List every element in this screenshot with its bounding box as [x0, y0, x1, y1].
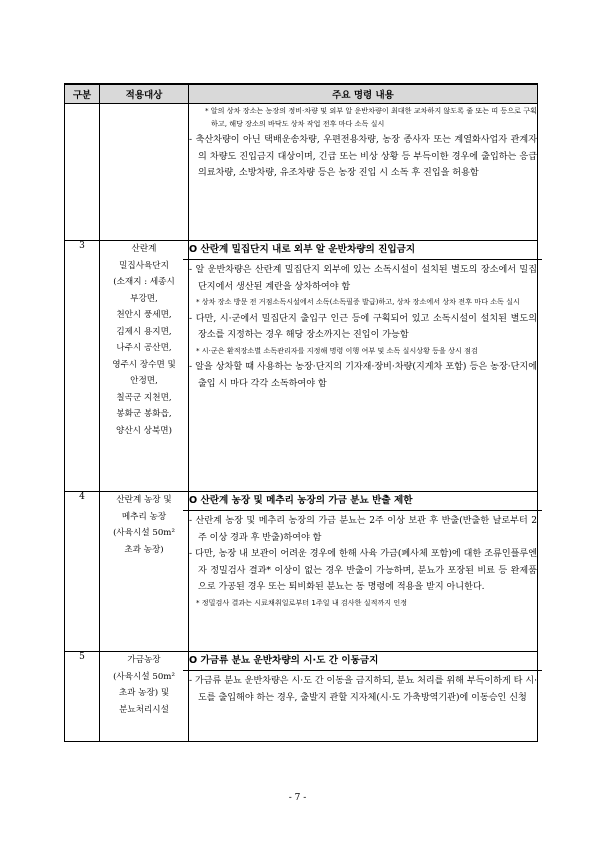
header-target: 적용대상: [100, 84, 189, 104]
bullet-item: - 산란계 농장 및 메추리 농장의 가금 분뇨는 2주 이상 보관 후 반출(반출한 날로부터 2주 이상 경과 후 반출)하여야 함: [189, 516, 537, 543]
target-line: 나주시 공산면,: [116, 343, 172, 353]
row-number-cell: [65, 104, 100, 241]
note-item: * 정밀검사 결과는 시료채취일로부터 1주일 내 검사한 실적까지 인정: [196, 597, 408, 607]
content-cell: [189, 241, 538, 492]
table-row-continued: [65, 104, 538, 241]
target-line: (소재지 : 세종시: [113, 277, 175, 287]
row-number: 3: [65, 241, 100, 492]
bullet-vehicle-ban: - 축산차량이 아닌 택배운송차량, 우편전용차량, 농장 종사자 또는 계열화사업자 관계자의 차량도 진입금지 대상이며, 긴급 또는 비상 상황 등 부득이한 경우에 출입하는 응급의료차량, 소방차량, 유조차량 등은 농장 진입 시 소독 후 진입을 허용함: [189, 135, 537, 178]
section-title: O 산란계 밀집단지 내로 외부 알 운반차량의 진입금지: [183, 241, 542, 260]
bullet-item: - 다만, 농장 내 보관이 어려운 경우에 한해 사육 가금(폐사체 포함)에 대한 조류인플루엔자 정밀검사 결과* 이상이 없는 경우 반출이 가능하며, 분뇨가 포장된 비료 등 완제품으로 가공된 경우 또는 퇴비화된 분뇨는 동 명령에 적용을 받지 아니한다.: [189, 549, 537, 592]
table-row-3: [65, 241, 538, 492]
target-line: 메추리 농장: [121, 511, 167, 522]
header-category: 구분: [65, 84, 100, 104]
order-table: [64, 83, 538, 742]
target-line: 가금농장: [127, 655, 161, 665]
content-cell: [189, 652, 538, 742]
target-line: 안정면,: [130, 376, 158, 386]
target-line: 산란계 농장 및: [116, 495, 172, 505]
target-line: (사육시설 50m²: [113, 671, 175, 682]
section-title: O 산란계 농장 및 메추리 농장의 가금 분뇨 반출 제한: [183, 492, 542, 511]
bullet-item: - 다만, 시·군에서 밀집단지 출입구 인근 등에 구획되어 있고 소독시설이 설치된 별도의 장소를 지정하는 경우 해당 장소까지는 진입이 가능함: [189, 313, 537, 340]
target-line: 밀집사육단지: [119, 260, 169, 271]
target-cell: [100, 652, 189, 742]
target-line: 초과 농장) 및: [118, 688, 170, 698]
content-cell: [189, 492, 538, 652]
row-number: 5: [65, 652, 100, 742]
table-row-5: [65, 652, 538, 742]
content-cell: [189, 104, 538, 241]
target-line: 산란계: [131, 244, 157, 254]
target-line: 부강면,: [130, 293, 158, 304]
note-item: * 상차 장소 방문 전 거점소독시설에서 소독(소독필증 발급)하고, 상차 장소에서 상차 전후 마다 소독 실시: [196, 297, 520, 306]
header-content: 주요 명령 내용: [189, 84, 538, 104]
target-line: 김제시 용지면,: [116, 326, 172, 337]
target-line: 천안시 풍세면,: [116, 310, 172, 320]
row-number: 4: [65, 492, 100, 652]
table-row-4: [65, 492, 538, 652]
note-item: * 시·군은 환적장소별 소독관리자를 지정해 명령 이행 여부 및 소독 실시상황 등을 상시 점검: [196, 345, 478, 355]
page-number: - 7 -: [288, 793, 307, 803]
target-line: 봉화군 봉화읍,: [116, 409, 172, 419]
target-cell: [100, 104, 189, 241]
target-line: 초과 농장): [124, 544, 164, 555]
note-loading-place: * 알의 상차 장소는 농장의 정비·차량 및 외부 알 운반차량이 최대한 교차하지 않도록 줄 또는 띠 등으로 구획하고, 해당 장소의 바닥도 상차 작업 전후 마다 소독 실시: [205, 106, 537, 128]
target-cell: [100, 241, 189, 492]
target-line: 칠곡군 지천면,: [116, 392, 172, 403]
bullet-item: - 알을 상차할 때 사용하는 농장·단지의 기자재·장비·차량(지게차 포함) 등은 농장·단지에 출입 시 마다 각각 소독하여야 함: [189, 362, 537, 389]
target-line: 양산시 상북면): [116, 425, 172, 436]
bullet-item: - 가금류 분뇨 운반차량은 시·도 간 이동을 금지하되, 분뇨 처리를 위해 부득이하게 타 시·도를 출입해야 하는 경우, 출발지 관할 지자체(시·도 가축방역기관)에 이동승인 신청: [189, 676, 537, 703]
section-title: O 가금류 분뇨 운반차량의 시·도 간 이동금지: [183, 652, 542, 671]
target-line: 영주시 장수면 및: [112, 359, 176, 370]
target-line: 분뇨처리시설: [119, 704, 169, 715]
bullet-item: - 알 운반차량은 산란계 밀집단지 외부에 있는 소독시설이 설치된 별도의 장소에서 밀집단지에서 생산된 계란을 상차하여야 함: [189, 265, 537, 292]
target-cell: [100, 492, 189, 652]
table-header-row: [65, 84, 538, 104]
target-line: (사육시설 50m²: [113, 528, 175, 538]
